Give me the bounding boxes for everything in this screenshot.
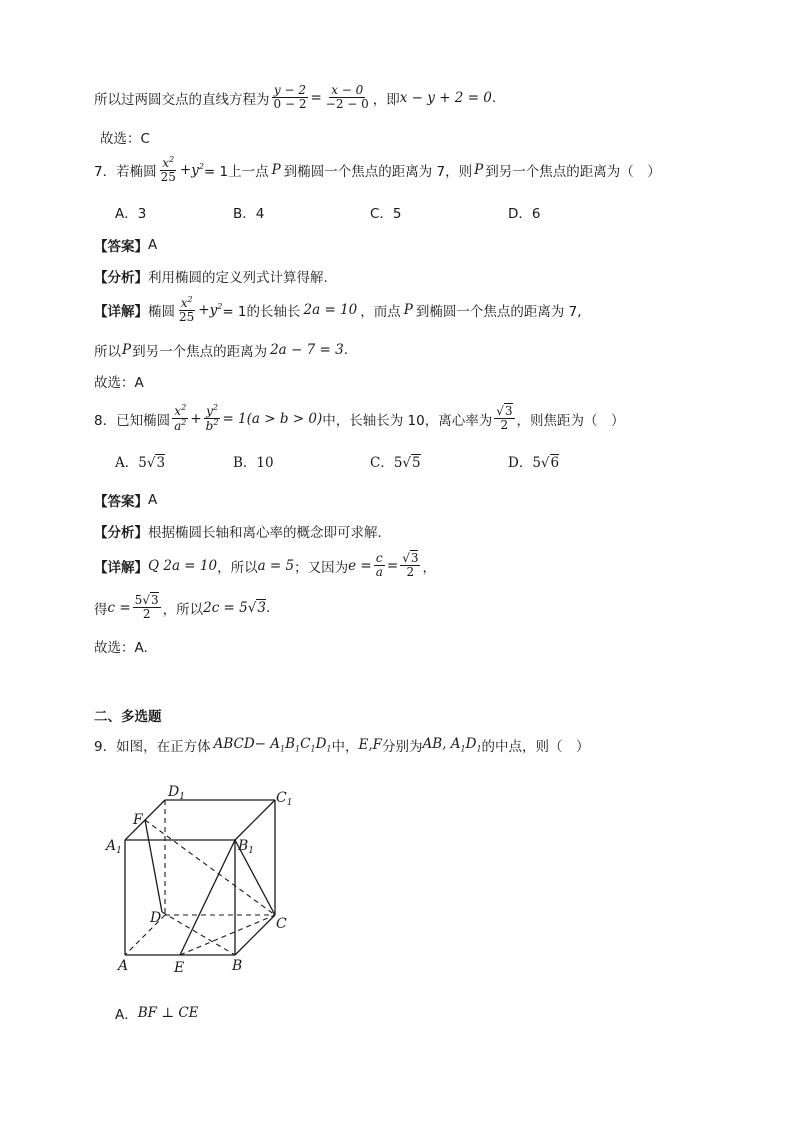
math: Q 2a = 10 — [148, 557, 218, 574]
label-a1: $A_1$ — [106, 838, 122, 856]
math: P — [403, 302, 413, 319]
analysis-line — [94, 521, 382, 541]
option-a: A．5√3 — [115, 455, 166, 471]
text: 到另一个焦点的距离为 — [132, 344, 268, 360]
fraction — [159, 156, 178, 184]
question-8 — [94, 404, 625, 433]
fraction — [324, 84, 371, 111]
analysis-line — [94, 266, 328, 286]
option-b: B．10 — [233, 455, 274, 471]
q9-option-a — [115, 1003, 199, 1023]
section-heading: 二、多选题 — [94, 709, 162, 725]
detail-tag: 【详解】 — [94, 304, 148, 321]
question-9 — [94, 735, 590, 755]
answer-tag: 【答案】 — [94, 494, 148, 510]
numerator: $x^2$ — [180, 295, 193, 310]
select-line: 故选：A. — [94, 640, 148, 656]
analysis-text: 利用椭圆的定义列式计算得解. — [148, 270, 328, 286]
question-7 — [94, 156, 661, 184]
text: ， — [422, 559, 436, 576]
detail-line — [94, 296, 582, 324]
denominator: 0 − 2 — [273, 97, 307, 112]
math: e = — [348, 557, 372, 574]
text: 椭圆 — [148, 304, 175, 321]
numerator: c — [375, 551, 383, 565]
denominator: 2 — [500, 418, 509, 433]
math: P — [122, 342, 132, 358]
math: a = 5 — [257, 557, 295, 574]
answer-line — [94, 490, 157, 510]
text: 所以过两圆交点的直线方程为 — [94, 91, 270, 108]
math: 2a = 10 — [303, 302, 358, 319]
denominator: 25 — [179, 310, 195, 325]
text: = 1上一点 — [203, 164, 269, 181]
label-a: A — [118, 958, 129, 974]
label-d1: $D_1$ — [168, 784, 185, 802]
text: ，所以 — [217, 559, 258, 576]
text: 的中点，则（ ） — [481, 739, 590, 755]
text: 得 — [94, 601, 108, 618]
cube-figure — [100, 780, 320, 980]
denominator: a — [375, 565, 383, 580]
answer-tag: 【答案】 — [94, 239, 148, 255]
label-c: C — [276, 916, 287, 932]
numerator: 5√3 — [134, 593, 159, 607]
option-b: B．4 — [233, 206, 265, 222]
numerator: √3 — [402, 551, 419, 565]
label-c1: $C_1$ — [276, 790, 293, 808]
detail-line-2 — [94, 594, 270, 621]
math: E,F — [358, 737, 383, 753]
fraction — [494, 405, 514, 432]
math: $y^2$ — [191, 161, 204, 179]
label-f: F — [133, 812, 143, 828]
text: 分别为 — [382, 739, 423, 755]
text: ，所以 — [162, 601, 204, 618]
text: 到另一个焦点的距离为（ ） — [485, 164, 661, 181]
plus: + — [190, 410, 202, 427]
answer-line — [94, 235, 157, 255]
math: ABCD− $A_1B_1C_1D_1$ — [213, 736, 332, 754]
numerator: $x^2$ — [162, 155, 175, 170]
text: 中， — [331, 739, 359, 755]
math: x − y + 2 = 0 — [399, 89, 492, 106]
text: 中，长轴长为 10，离心率为 — [322, 412, 493, 429]
select-line: 故选：A — [94, 375, 144, 391]
text: 9．如图，在正方体 — [94, 739, 211, 755]
numerator: y − 2 — [273, 83, 307, 97]
fraction — [374, 552, 385, 579]
analysis-tag: 【分析】 — [94, 525, 148, 541]
math: P — [271, 162, 281, 179]
math: AB, $A_1D_1$ — [422, 736, 482, 754]
label-d: D — [150, 910, 162, 926]
label-b: B — [232, 958, 243, 974]
denominator: 2 — [142, 607, 151, 622]
text: 到椭圆一个焦点的距离为 7, — [415, 304, 582, 321]
text: 所以 — [94, 344, 121, 360]
math: P — [474, 162, 484, 179]
option-d: D．5√6 — [508, 455, 560, 471]
math: $y^2$ — [209, 301, 223, 319]
plus: + — [179, 162, 192, 179]
option-a: A．3 — [115, 206, 147, 222]
text: 8．已知椭圆 — [94, 412, 171, 429]
plus: + — [198, 302, 210, 319]
fraction — [400, 552, 420, 579]
detail-line — [94, 552, 436, 579]
denominator: $a^2$ — [174, 418, 187, 434]
detail-line-2 — [94, 340, 348, 360]
text: ；又因为 — [294, 559, 349, 576]
numerator: x − 0 — [331, 83, 364, 97]
text: . — [265, 599, 271, 616]
numerator: √3 — [496, 404, 513, 418]
denominator: 25 — [160, 170, 176, 185]
fraction — [177, 296, 196, 324]
text-line: 故选：C — [100, 131, 150, 147]
math: = 1(a > b > 0) — [222, 410, 323, 427]
text: . — [491, 89, 497, 106]
equals: = — [310, 89, 322, 106]
analysis-tag: 【分析】 — [94, 270, 148, 286]
answer-value: A — [148, 237, 158, 253]
text: ，而点 — [360, 304, 401, 321]
numerator: $y^2$ — [206, 403, 218, 418]
option-c: C．5 — [370, 206, 402, 222]
option-d: D．6 — [508, 206, 541, 222]
text: 到椭圆一个焦点的距离为 7，则 — [283, 164, 473, 181]
denominator: −2 − 0 — [325, 97, 369, 112]
fraction — [204, 404, 221, 433]
denominator: $b^2$ — [205, 418, 219, 434]
option-label: A． — [115, 1007, 138, 1023]
analysis-text: 根据椭圆长轴和离心率的概念即可求解. — [148, 525, 382, 541]
math: 2c = 5√3 — [203, 599, 266, 616]
text: . — [343, 342, 348, 358]
text: ，即 — [372, 91, 400, 108]
label-b1: $B_1$ — [238, 838, 255, 856]
detail-tag: 【详解】 — [94, 559, 148, 576]
text-line — [94, 84, 496, 111]
fraction — [272, 84, 309, 111]
text: 7．若椭圆 — [94, 164, 157, 181]
math: c = — [107, 599, 131, 616]
equals: = — [386, 557, 399, 574]
label-e: E — [174, 960, 185, 976]
option-c: C．5√5 — [370, 455, 421, 471]
answer-value: A — [148, 492, 158, 508]
fraction — [133, 594, 161, 621]
math: 2a − 7 = 3 — [270, 342, 344, 358]
numerator: $x^2$ — [174, 403, 187, 418]
text: ，则焦距为（ ） — [516, 412, 625, 429]
math: BF ⊥ CE — [137, 1005, 199, 1021]
fraction — [172, 404, 188, 433]
denominator: 2 — [406, 565, 415, 580]
text: = 1的长轴长 — [222, 304, 301, 321]
